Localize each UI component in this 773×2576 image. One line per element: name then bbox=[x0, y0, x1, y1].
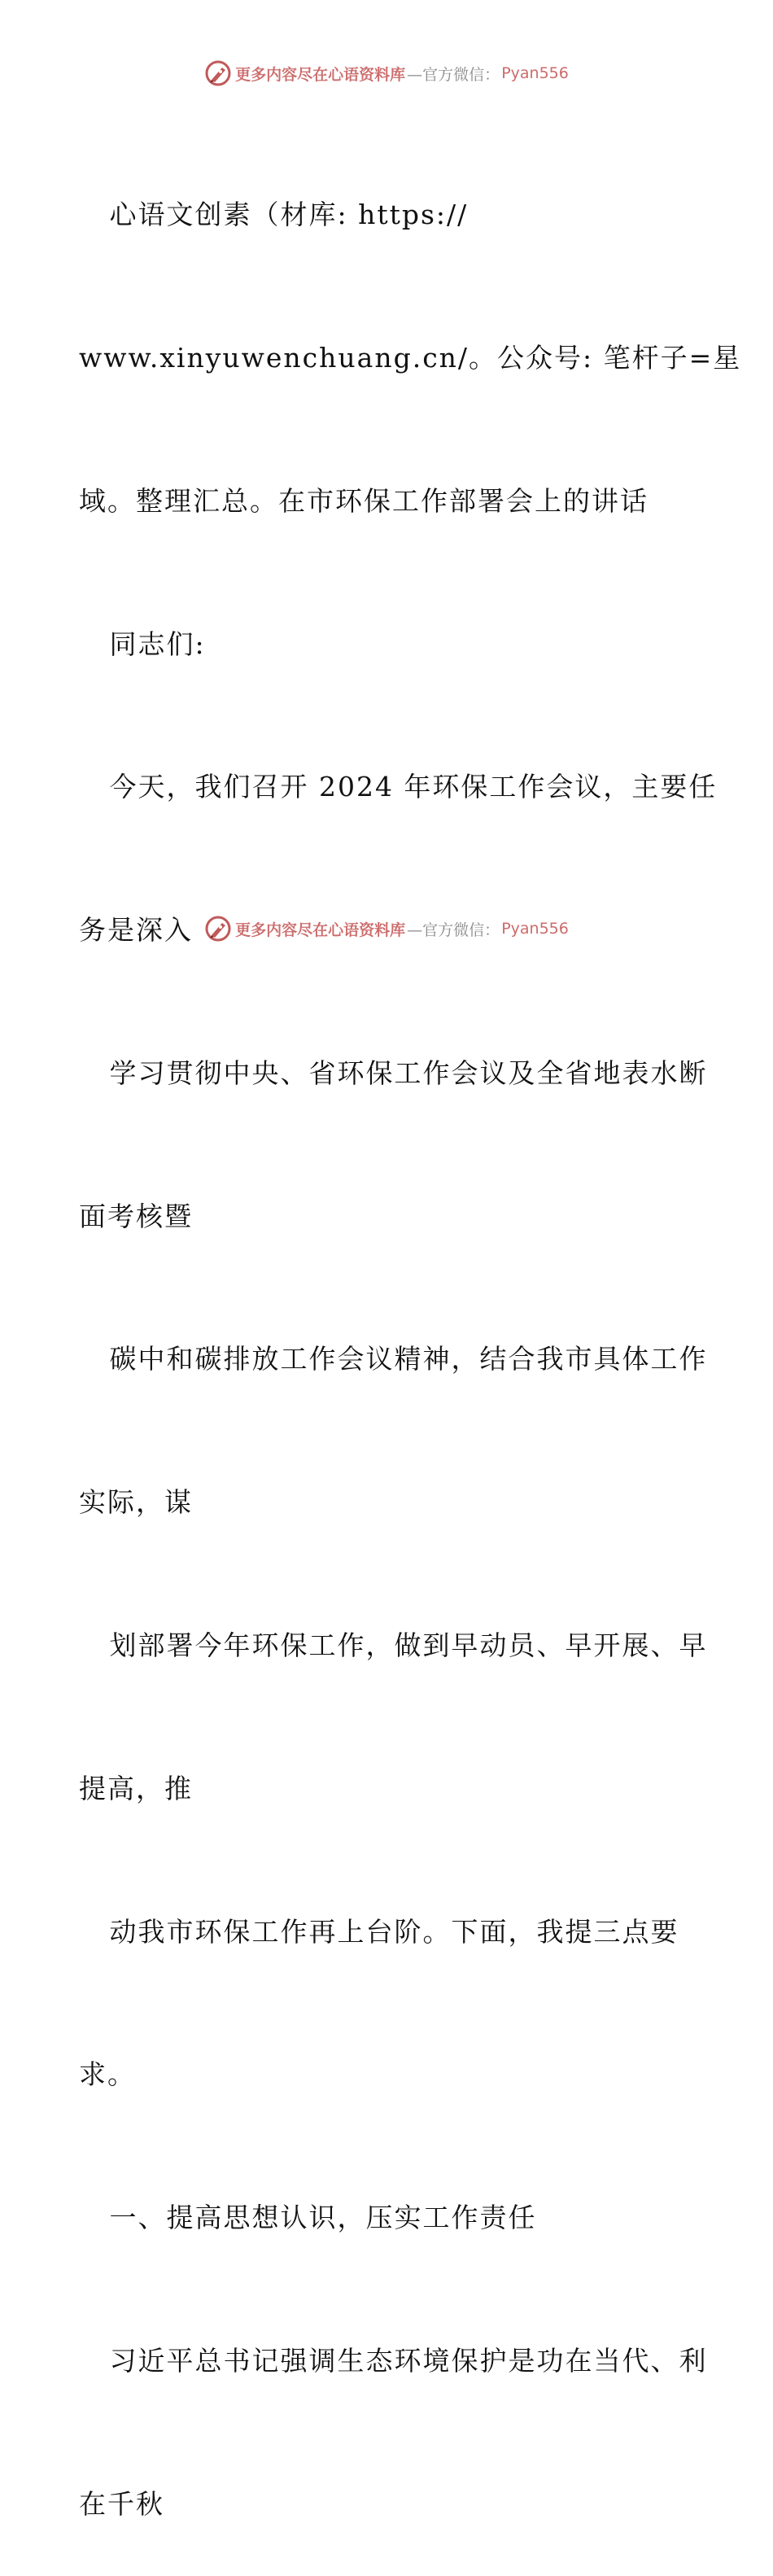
body-line: 今天，我们召开 2024 年环保工作会议，主要任 bbox=[79, 771, 718, 803]
body-line: 务是深入 bbox=[79, 914, 193, 947]
document-body bbox=[79, 96, 742, 2576]
header-banner bbox=[0, 57, 773, 90]
banner-wechat-id: Pyan556 bbox=[501, 64, 569, 82]
body-line: 学习贯彻中央、省环保工作会议及全省地表水断 bbox=[79, 1056, 708, 1089]
body-line: 心语文创素（材库: https:// bbox=[79, 199, 469, 231]
banner-main-text: 更多内容尽在心语资料库 bbox=[235, 921, 406, 939]
body-line: 一、提高思想认识，压实工作责任 bbox=[79, 2202, 537, 2234]
footer-banner bbox=[0, 912, 773, 945]
pen-nib-logo-icon bbox=[204, 915, 232, 942]
body-line: 面考核暨 bbox=[79, 1200, 193, 1232]
banner-main-text: 更多内容尽在心语资料库 bbox=[235, 65, 406, 84]
body-line: 习近平总书记强调生态环境保护是功在当代、利 bbox=[79, 2344, 708, 2377]
body-line: 动我市环保工作再上台阶。下面，我提三点要 bbox=[79, 1915, 679, 1948]
body-line: 求。 bbox=[79, 2058, 136, 2091]
banner-official-text: —官方微信： bbox=[407, 921, 500, 939]
body-line: 碳中和碳排放工作会议精神，结合我市具体工作 bbox=[79, 1343, 708, 1375]
body-line: 域。整理汇总。在市环保工作部署会上的讲话 bbox=[79, 484, 649, 517]
banner-wechat-id: Pyan556 bbox=[501, 920, 569, 938]
body-line: 同志们: bbox=[79, 628, 206, 660]
body-line: www.xinyuwenchuang.cn/。公众号: 笔杆子=星 bbox=[79, 341, 742, 374]
pen-nib-logo-icon bbox=[204, 59, 232, 87]
body-line: 实际，谋 bbox=[79, 1486, 193, 1519]
body-line: 提高，推 bbox=[79, 1772, 193, 1804]
body-line: 在千秋 bbox=[79, 2487, 164, 2520]
banner-official-text: —官方微信： bbox=[407, 65, 500, 84]
body-line: 划部署今年环保工作，做到早动员、早开展、早 bbox=[79, 1629, 708, 1661]
